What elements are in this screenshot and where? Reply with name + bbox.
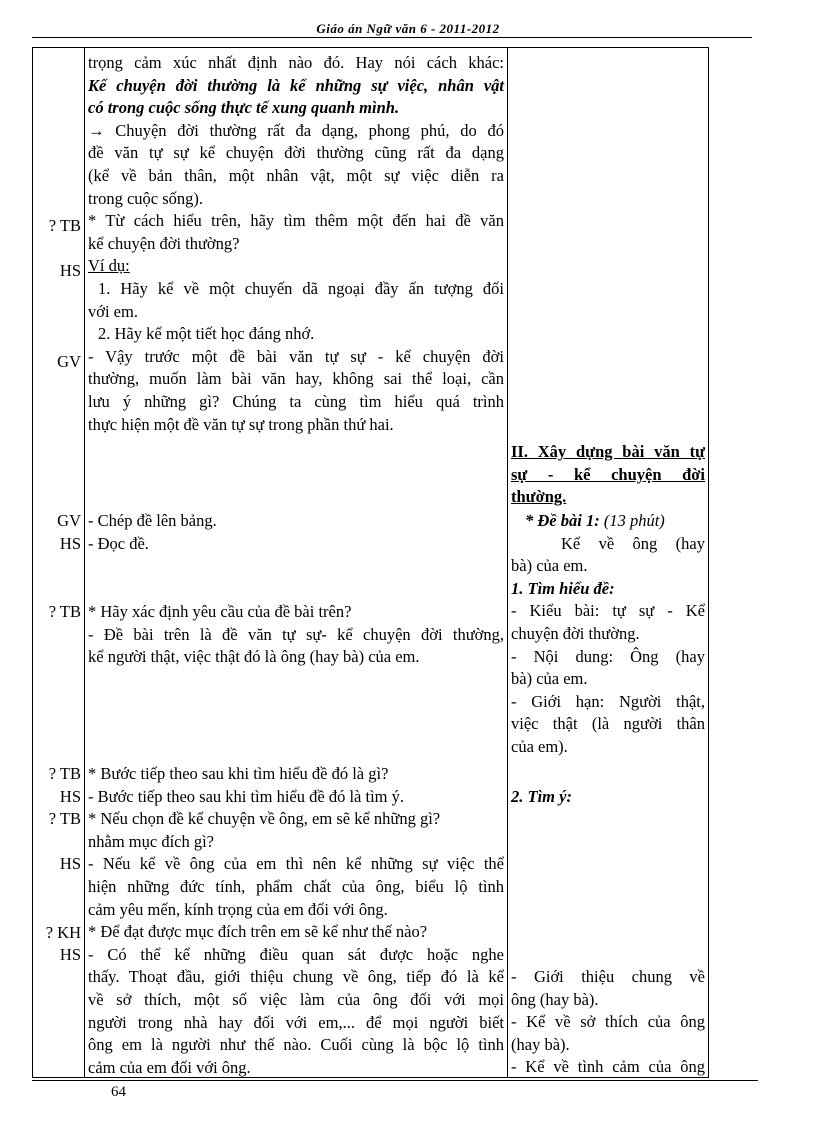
text-line: - Giới hạn: Người thật, xyxy=(511,691,705,711)
lesson-plan-table xyxy=(32,47,709,1078)
text-line: của em). xyxy=(511,736,568,756)
text-line: - Đọc đề. xyxy=(88,533,149,553)
text-line: * Để đạt được mục đích trên em sẽ kể như thế nào? xyxy=(88,922,428,942)
text-line: việc thật (là người thân xyxy=(511,714,705,734)
board-section-heading xyxy=(511,441,705,509)
text-line: trong cuộc sống). xyxy=(88,188,204,208)
text-line: - Có thể kể những điều quan sát được hoặc nghe xyxy=(88,944,504,964)
activity-paragraph xyxy=(88,510,504,555)
role-label: HS xyxy=(59,787,81,806)
text-line: II. Xây dựng bài văn tự xyxy=(511,442,705,461)
text-line: (kể về bản thân, một nhân vật, một sự việc diễn ra xyxy=(88,165,504,185)
subheading: 1. Tìm hiểu đề: xyxy=(511,578,615,598)
text-line: (hay bà). xyxy=(511,1034,570,1054)
board-content xyxy=(511,966,705,1079)
role-label: ? TB xyxy=(48,809,81,828)
text-line: lưu ý những gì? Chúng ta cùng tìm hiểu quá trình xyxy=(88,391,504,411)
text-line: Kể chuyện đời thường là kể những sự việc, nhân vật xyxy=(88,75,504,95)
role-label: ? KH xyxy=(45,923,81,942)
text-line: - Kể về tình cảm của ông xyxy=(511,1057,705,1077)
text-line: cảm yêu mến, kính trọng của em đối với ông. xyxy=(88,899,388,919)
text-line: * Nếu chọn đề kể chuyện về ông, em sẽ kể những gì? xyxy=(88,809,441,829)
exam-time: (13 phút) xyxy=(599,511,665,530)
role-label: HS xyxy=(59,261,81,280)
text-line: bà) của em. xyxy=(511,669,588,689)
text-line: 2. Hãy kể một tiết học đáng nhớ. xyxy=(98,324,315,344)
activity-paragraph xyxy=(88,52,504,436)
page-header-title: Giáo án Ngữ văn 6 - 2011-2012 xyxy=(316,21,500,36)
text-line: thực hiện một đề văn tự sự trong phần thứ hai. xyxy=(88,414,394,434)
text-line: - Bước tiếp theo sau khi tìm hiểu đề đó là tìm ý. xyxy=(88,786,404,806)
text-line: sự - kể chuyện đời xyxy=(511,464,705,484)
text-line: - Giới thiệu chung về xyxy=(511,967,705,986)
text-line xyxy=(511,510,705,533)
text-line: nhằm mục đích gì? xyxy=(88,831,215,851)
text-line: * Bước tiếp theo sau khi tìm hiểu đề đó là gì? xyxy=(88,764,389,783)
page-number: 64 xyxy=(111,1084,126,1100)
role-label: HS xyxy=(59,945,81,964)
text-line: kể người thật, việc thật đó là ông (hay bà) của em. xyxy=(88,647,420,667)
text-line: - Đề bài trên là đề văn tự sự- kể chuyện đời thường, xyxy=(88,624,504,644)
subheading: 2. Tìm ý: xyxy=(511,787,572,806)
example-heading: Ví dụ: xyxy=(88,256,130,276)
text-line: trọng cảm xúc nhất định nào đó. Hay nói cách khác: xyxy=(88,53,504,72)
text-line: với em. xyxy=(88,301,138,321)
text-line: - Vậy trước một đề bài văn tự sự - kể chuyện đời xyxy=(88,346,504,366)
header-rule xyxy=(32,37,752,38)
text-line: - Kể về sở thích của ông xyxy=(511,1012,705,1032)
text-line: người trong nhà hay đối với em,... để mọi người biết xyxy=(88,1012,504,1032)
column-divider xyxy=(84,48,85,1077)
text-line: đề văn tự sự kể chuyện đời thường cũng rất đa dạng xyxy=(88,143,504,163)
text-line: chuyện đời thường. xyxy=(511,623,640,643)
text-line: thấy. Thoạt đầu, giới thiệu chung về ông, tiếp đó là kể xyxy=(88,967,504,987)
text-line: thường, muốn làm bài văn hay, không sai thể loại, cần xyxy=(88,369,504,389)
text-line: - Nội dung: Ông (hay xyxy=(511,646,705,666)
text-line: có trong cuộc sống thực tế xung quanh mình. xyxy=(88,98,400,118)
role-label: HS xyxy=(59,854,81,873)
text-line: 1. Hãy kể về một chuyến dã ngoại đầy ấn tượng đối xyxy=(98,278,504,298)
text-line: - Nếu kể về ông của em thì nên kể những sự việc thể xyxy=(88,854,504,874)
activity-paragraph xyxy=(88,601,504,669)
board-subheading xyxy=(511,786,705,809)
role-label: GV xyxy=(57,352,81,371)
text-line: bà) của em. xyxy=(511,556,588,576)
role-label: ? TB xyxy=(48,602,81,621)
role-label: GV xyxy=(57,511,81,530)
text-line: kể chuyện đời thường? xyxy=(88,233,240,253)
role-label: ? TB xyxy=(48,764,81,783)
text-line: thường. xyxy=(511,487,567,507)
text-line: - Chép đề lên bảng. xyxy=(88,511,217,530)
column-divider xyxy=(507,48,508,1077)
board-content xyxy=(511,510,705,759)
text-line: * Từ cách hiểu trên, hãy tìm thêm một đến hai đề văn xyxy=(88,211,504,231)
text-line: ông (hay bà). xyxy=(511,989,599,1009)
text-line: cảm của em đối với ông. xyxy=(88,1057,251,1077)
role-label: HS xyxy=(59,534,81,553)
exam-label: * Đề bài 1: xyxy=(525,511,600,530)
text-line: ông em là người như thế nào. Cuối cùng là bộc lộ tình xyxy=(88,1035,504,1055)
activity-paragraph xyxy=(88,763,504,1079)
role-label: ? TB xyxy=(48,216,81,235)
text-line: - Kiểu bài: tự sự - Kể xyxy=(511,601,705,621)
text-line: → Chuyện đời thường rất đa dạng, phong phú, do đó xyxy=(88,120,504,140)
text-line: hiện những đức tính, phẩm chất của ông, biểu lộ tình xyxy=(88,876,504,896)
footer-rule xyxy=(32,1080,758,1081)
text-line: * Hãy xác định yêu cầu của đề bài trên? xyxy=(88,602,352,621)
text-line: về sở thích, một số việc làm của ông đối với mọi xyxy=(88,989,504,1009)
text-line: Kể về ông (hay xyxy=(561,533,705,553)
